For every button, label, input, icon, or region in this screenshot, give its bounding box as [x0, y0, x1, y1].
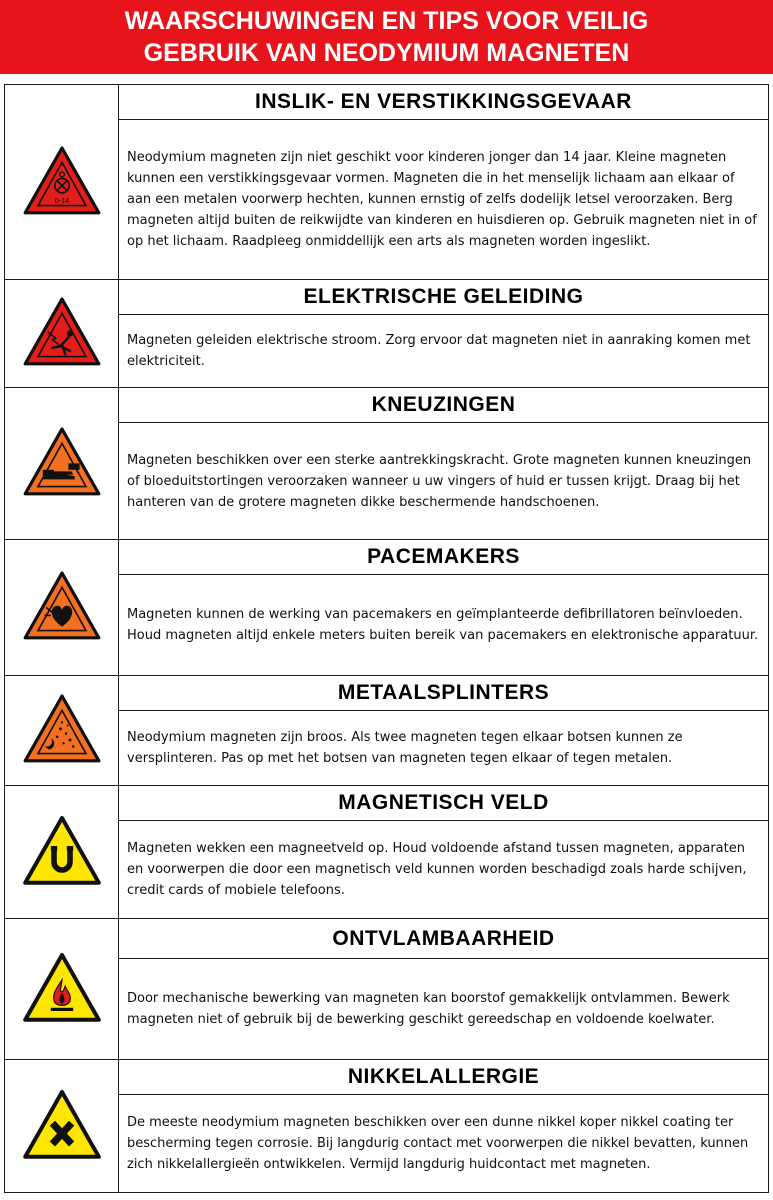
section-pacemakers-text: Magneten kunnen de werking van pacemakers en geïmplanteerde defibrillatoren beïnvloeden. Houd magneten altijd enkele meters buiten bereik van pacemakers en elektronische apparatuur. — [119, 575, 769, 676]
section-bruising-text: Magneten beschikken over een sterke aantrekkingskracht. Grote magneten kunnen kneuzingen of bloeduitstortingen veroorzaken wanneer u uw vingers of huid er tussen krijgt. Draag bij het hanteren van de grotere magneten dikke beschermende handschoenen. — [119, 423, 769, 540]
section-magnetic-header-row — [5, 786, 769, 821]
section-splinters-title: METAALSPLINTERS — [119, 676, 769, 711]
section-flammability-text: Door mechanische bewerking van magneten kan boorstof gemakkelijk ontvlammen. Bewerk magneten niet of gebruik bij de bewerking geschikt gereedschap en voldoende koelwater. — [119, 959, 769, 1060]
header-title-line-2: GEBRUIK VAN NEODYMIUM MAGNETEN — [143, 39, 630, 67]
section-splinters-icon-cell — [5, 676, 119, 786]
section-splinters-text: Neodymium magneten zijn broos. Als twee magneten tegen elkaar botsen kunnen ze versplinteren. Pas op met het botsen van magneten tegen elkaar of tegen metalen. — [119, 711, 769, 786]
section-choking-text: Neodymium magneten zijn niet geschikt voor kinderen jonger dan 14 jaar. Kleine magneten kunnen een verstikkingsgevaar vormen. Magneten die in het menselijk lichaam aan elkaar of aan een metalen voorwerp hechten, kunnen ernstig of zelfs dodelijk letsel veroorzaken. Berg magneten altijd buiten de reikwijdte van kinderen en huisdieren op. Gebruik magneten niet in of op het lichaam. Raadpleeg onmiddellijk een arts als magneten worden ingeslikt. — [119, 120, 769, 280]
pacemaker-heart-icon — [22, 569, 102, 641]
section-flammability-title: ONTVLAMBAARHEID — [119, 919, 769, 959]
section-pacemakers-header-row — [5, 540, 769, 575]
choking-icon-age-label: 0-14 — [54, 195, 69, 205]
section-bruising-title: KNEUZINGEN — [119, 388, 769, 423]
section-magnetic-icon-cell — [5, 786, 119, 919]
electric-shock-icon — [22, 295, 102, 367]
section-choking-header-row — [5, 85, 769, 120]
section-nickel-icon-cell — [5, 1060, 119, 1193]
section-electric-icon-cell — [5, 280, 119, 388]
section-magnetic-title: MAGNETISCH VELD — [119, 786, 769, 821]
header-banner — [0, 0, 773, 74]
section-bruising-header-row — [5, 388, 769, 423]
section-bruising-icon-cell — [5, 388, 119, 540]
crushing-hand-icon — [22, 425, 102, 497]
section-flammability-icon-cell — [5, 919, 119, 1060]
section-nickel-text: De meeste neodymium magneten beschikken over een dunne nikkel koper nikkel coating ter bescherming tegen corrosie. Bij langdurig contact met voorwerpen die nikkel bevatten, kunnen zich nikkelallergieën ontwikkelen. Vermijd langdurig huidcontact met magneten. — [119, 1095, 769, 1193]
section-pacemakers-icon-cell — [5, 540, 119, 676]
section-magnetic-text: Magneten wekken een magneetveld op. Houd voldoende afstand tussen magneten, apparaten en voorwerpen die door een magnetisch veld kunnen worden beschadigd zoals harde schijven, credit cards of mobiele telefoons. — [119, 821, 769, 919]
header-title-line-1: WAARSCHUWINGEN EN TIPS VOOR VEILIG — [124, 7, 649, 35]
metal-splinters-icon — [22, 692, 102, 764]
section-splinters-header-row — [5, 676, 769, 711]
magnetic-field-icon — [22, 814, 102, 886]
harmful-irritant-icon — [22, 1088, 102, 1160]
section-electric-title: ELEKTRISCHE GELEIDING — [119, 280, 769, 315]
section-flammability-header-row — [5, 919, 769, 959]
section-nickel-title: NIKKELALLERGIE — [119, 1060, 769, 1095]
choking-hazard-icon — [22, 144, 102, 216]
section-electric-text: Magneten geleiden elektrische stroom. Zorg ervoor dat magneten niet in aanraking komen met elektriciteit. — [119, 315, 769, 388]
flammable-icon — [22, 951, 102, 1023]
section-nickel-header-row — [5, 1060, 769, 1095]
warnings-table — [4, 84, 769, 1193]
section-pacemakers-title: PACEMAKERS — [119, 540, 769, 575]
section-electric-header-row — [5, 280, 769, 315]
section-choking-icon-cell — [5, 85, 119, 280]
section-choking-title: INSLIK- EN VERSTIKKINGSGEVAAR — [119, 85, 769, 120]
